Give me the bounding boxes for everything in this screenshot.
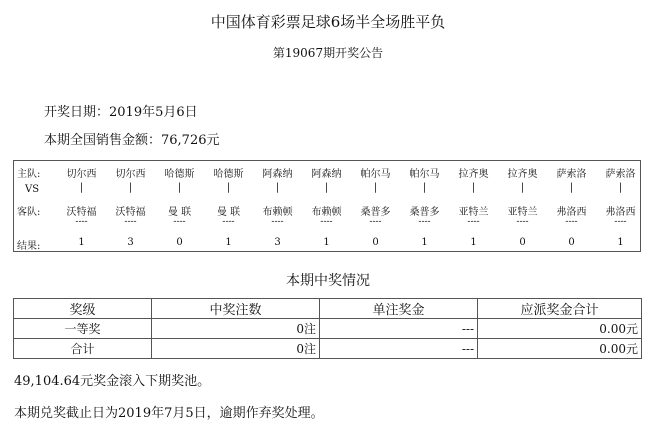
vs-label: VS	[25, 184, 40, 195]
match-column	[204, 161, 253, 251]
vs-separator: |	[324, 182, 329, 193]
dash-separator: ----	[565, 217, 578, 227]
home-team: 萨索洛	[605, 169, 636, 180]
home-team: 拉齐奥	[458, 169, 489, 180]
match-column	[57, 161, 106, 251]
home-team: 帕尔马	[360, 169, 391, 180]
prize-table	[13, 298, 642, 359]
row-level: 合计	[14, 339, 152, 359]
dash-separator: ----	[222, 217, 235, 227]
match-result: 0	[372, 237, 379, 248]
vs-separator: |	[422, 182, 427, 193]
dash-separator: ----	[271, 217, 284, 227]
dash-separator: ----	[369, 217, 382, 227]
match-column	[547, 161, 596, 251]
match-column	[400, 161, 449, 251]
vs-separator: |	[569, 182, 574, 193]
match-result: 3	[127, 237, 134, 248]
match-result: 1	[470, 237, 477, 248]
header-total-prize: 应派奖金合计	[478, 299, 642, 319]
draw-date: 开奖日期：2019年5月6日	[44, 105, 198, 120]
match-column	[351, 161, 400, 251]
match-result: 1	[617, 237, 624, 248]
match-result: 1	[421, 237, 428, 248]
match-column	[302, 161, 351, 251]
home-team: 阿森纳	[311, 169, 342, 180]
dash-separator: ----	[418, 217, 431, 227]
match-result: 1	[225, 237, 232, 248]
home-team: 萨索洛	[556, 169, 587, 180]
match-column	[155, 161, 204, 251]
page-title: 中国体育彩票足球6场半全场胜平负	[210, 13, 446, 31]
match-column	[449, 161, 498, 251]
issue-subtitle: 第19067期开奖公告	[272, 46, 384, 60]
vs-separator: |	[275, 182, 280, 193]
dash-separator: ----	[320, 217, 333, 227]
away-team: 亚特兰	[507, 207, 538, 218]
match-result: 3	[274, 237, 281, 248]
away-team: 曼 联	[167, 207, 192, 218]
dash-separator: ----	[124, 217, 137, 227]
row-count: 0注	[152, 339, 320, 359]
away-team: 曼 联	[216, 207, 241, 218]
away-team: 桑普多	[409, 207, 440, 218]
row-level: 一等奖	[14, 319, 152, 339]
sales-amount: 本期全国销售金额：76,726元	[44, 133, 220, 148]
row-count: 0注	[152, 319, 320, 339]
home-label: 主队:	[17, 169, 41, 180]
row-total-prize: 0.00元	[478, 319, 642, 339]
home-team: 拉齐奥	[507, 169, 538, 180]
match-column	[253, 161, 302, 251]
away-label: 客队:	[17, 207, 41, 218]
away-team: 沃特福	[115, 207, 146, 218]
match-result: 0	[568, 237, 575, 248]
away-team: 弗洛西	[605, 207, 636, 218]
vs-separator: |	[128, 182, 133, 193]
away-team: 桑普多	[360, 207, 391, 218]
dash-separator: ----	[173, 217, 186, 227]
deadline-note: 本期兑奖截止日为2019年7月5日，逾期作弃奖处理。	[14, 406, 324, 421]
vs-separator: |	[471, 182, 476, 193]
header-level: 奖级	[14, 299, 152, 319]
away-team: 布赖顿	[311, 207, 342, 218]
header-single-prize: 单注奖金	[320, 299, 478, 319]
vs-separator: |	[373, 182, 378, 193]
match-column	[498, 161, 547, 251]
dash-separator: ----	[614, 217, 627, 227]
match-column	[106, 161, 155, 251]
vs-separator: |	[618, 182, 623, 193]
vs-separator: |	[520, 182, 525, 193]
match-result: 1	[78, 237, 85, 248]
table-row	[14, 339, 642, 359]
prize-section-title: 本期中奖情况	[286, 273, 370, 289]
row-single-prize: ---	[320, 339, 478, 359]
away-team: 布赖顿	[262, 207, 293, 218]
rollover-note: 49,104.64元奖金滚入下期奖池。	[14, 374, 211, 389]
vs-separator: |	[226, 182, 231, 193]
home-team: 切尔西	[115, 169, 146, 180]
vs-separator: |	[79, 182, 84, 193]
row-total-prize: 0.00元	[478, 339, 642, 359]
away-team: 沃特福	[66, 207, 97, 218]
table-row	[14, 319, 642, 339]
vs-separator: |	[177, 182, 182, 193]
result-label: 结果:	[17, 241, 41, 252]
prize-header-row	[14, 299, 642, 319]
home-team: 帕尔马	[409, 169, 440, 180]
match-table	[13, 160, 641, 252]
home-team: 哈德斯	[213, 169, 244, 180]
away-team: 亚特兰	[458, 207, 489, 218]
match-result: 0	[519, 237, 526, 248]
dash-separator: ----	[75, 217, 88, 227]
match-result: 1	[323, 237, 330, 248]
match-column	[596, 161, 645, 251]
home-team: 阿森纳	[262, 169, 293, 180]
dash-separator: ----	[467, 217, 480, 227]
away-team: 弗洛西	[556, 207, 587, 218]
row-single-prize: ---	[320, 319, 478, 339]
home-team: 哈德斯	[164, 169, 195, 180]
home-team: 切尔西	[66, 169, 97, 180]
match-result: 0	[176, 237, 183, 248]
dash-separator: ----	[516, 217, 529, 227]
header-count: 中奖注数	[152, 299, 320, 319]
